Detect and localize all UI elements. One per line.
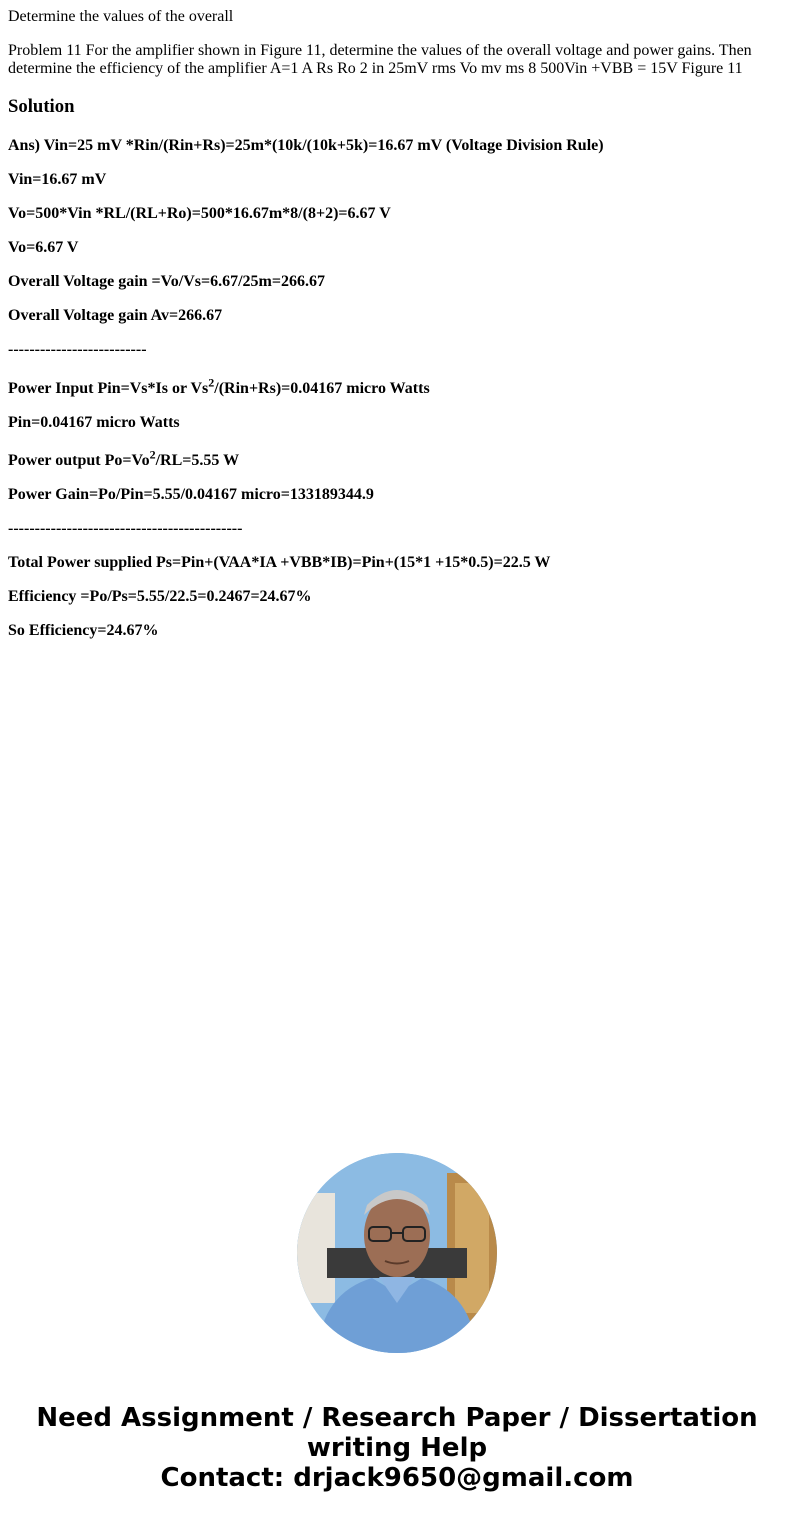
pin-calc-superscript: 2 [208, 375, 215, 390]
portrait-photo [297, 1153, 497, 1353]
promo-banner [0, 1403, 794, 1493]
solution-pin: Pin=0.04167 micro Watts [8, 414, 180, 431]
po-calc-part-b: /RL=5.55 W [155, 452, 240, 469]
solution-total-power: Total Power supplied Ps=Pin+(VAA*IA +VBB*IB)=Pin+(15*1 +15*0.5)=22.5 W [8, 554, 551, 571]
po-calc-part-a: Power output Po=Vo [8, 452, 150, 469]
solution-vo: Vo=6.67 V [8, 239, 79, 256]
solution-heading: Solution [8, 96, 75, 117]
banner-contact: Contact: drjack9650@gmail.com [160, 1463, 634, 1493]
banner-line-2: writing Help [306, 1433, 488, 1463]
problem-statement: Problem 11 For the amplifier shown in Figure 11, determine the values of the overall voltage and power gains. Then determine the efficiency of the amplifier A=1 A Rs Ro 2 in 25mV rms Vo mv ms 8 500Vin +VBB = 15V Figure 11 [8, 42, 752, 77]
solution-po-calc [8, 447, 240, 470]
divider-line: -------------------------------------------- [8, 520, 243, 537]
solution-ans-line: Ans) Vin=25 mV *Rin/(Rin+Rs)=25m*(10k/(10k+5k)=16.67 mV (Voltage Division Rule) [8, 137, 604, 154]
divider-line: -------------------------- [8, 341, 147, 358]
solution-vo-calc: Vo=500*Vin *RL/(RL+Ro)=500*16.67m*8/(8+2)=6.67 V [8, 205, 391, 222]
page-title: Determine the values of the overall [8, 8, 234, 25]
solution-efficiency: So Efficiency=24.67% [8, 622, 159, 639]
solution-power-gain: Power Gain=Po/Pin=5.55/0.04167 micro=133189344.9 [8, 486, 374, 503]
po-calc-superscript: 2 [149, 447, 156, 462]
solution-pin-calc [8, 375, 430, 398]
solution-efficiency-calc: Efficiency =Po/Ps=5.55/22.5=0.2467=24.67% [8, 588, 312, 605]
solution-vin: Vin=16.67 mV [8, 171, 107, 188]
pin-calc-part-b: /(Rin+Rs)=0.04167 micro Watts [214, 380, 430, 397]
pin-calc-part-a: Power Input Pin=Vs*Is or Vs [8, 380, 209, 397]
solution-gain-calc: Overall Voltage gain =Vo/Vs=6.67/25m=266.67 [8, 273, 325, 290]
banner-line-1: Need Assignment / Research Paper / Dissertation [36, 1403, 758, 1433]
author-avatar [297, 1153, 497, 1353]
solution-gain: Overall Voltage gain Av=266.67 [8, 307, 223, 324]
